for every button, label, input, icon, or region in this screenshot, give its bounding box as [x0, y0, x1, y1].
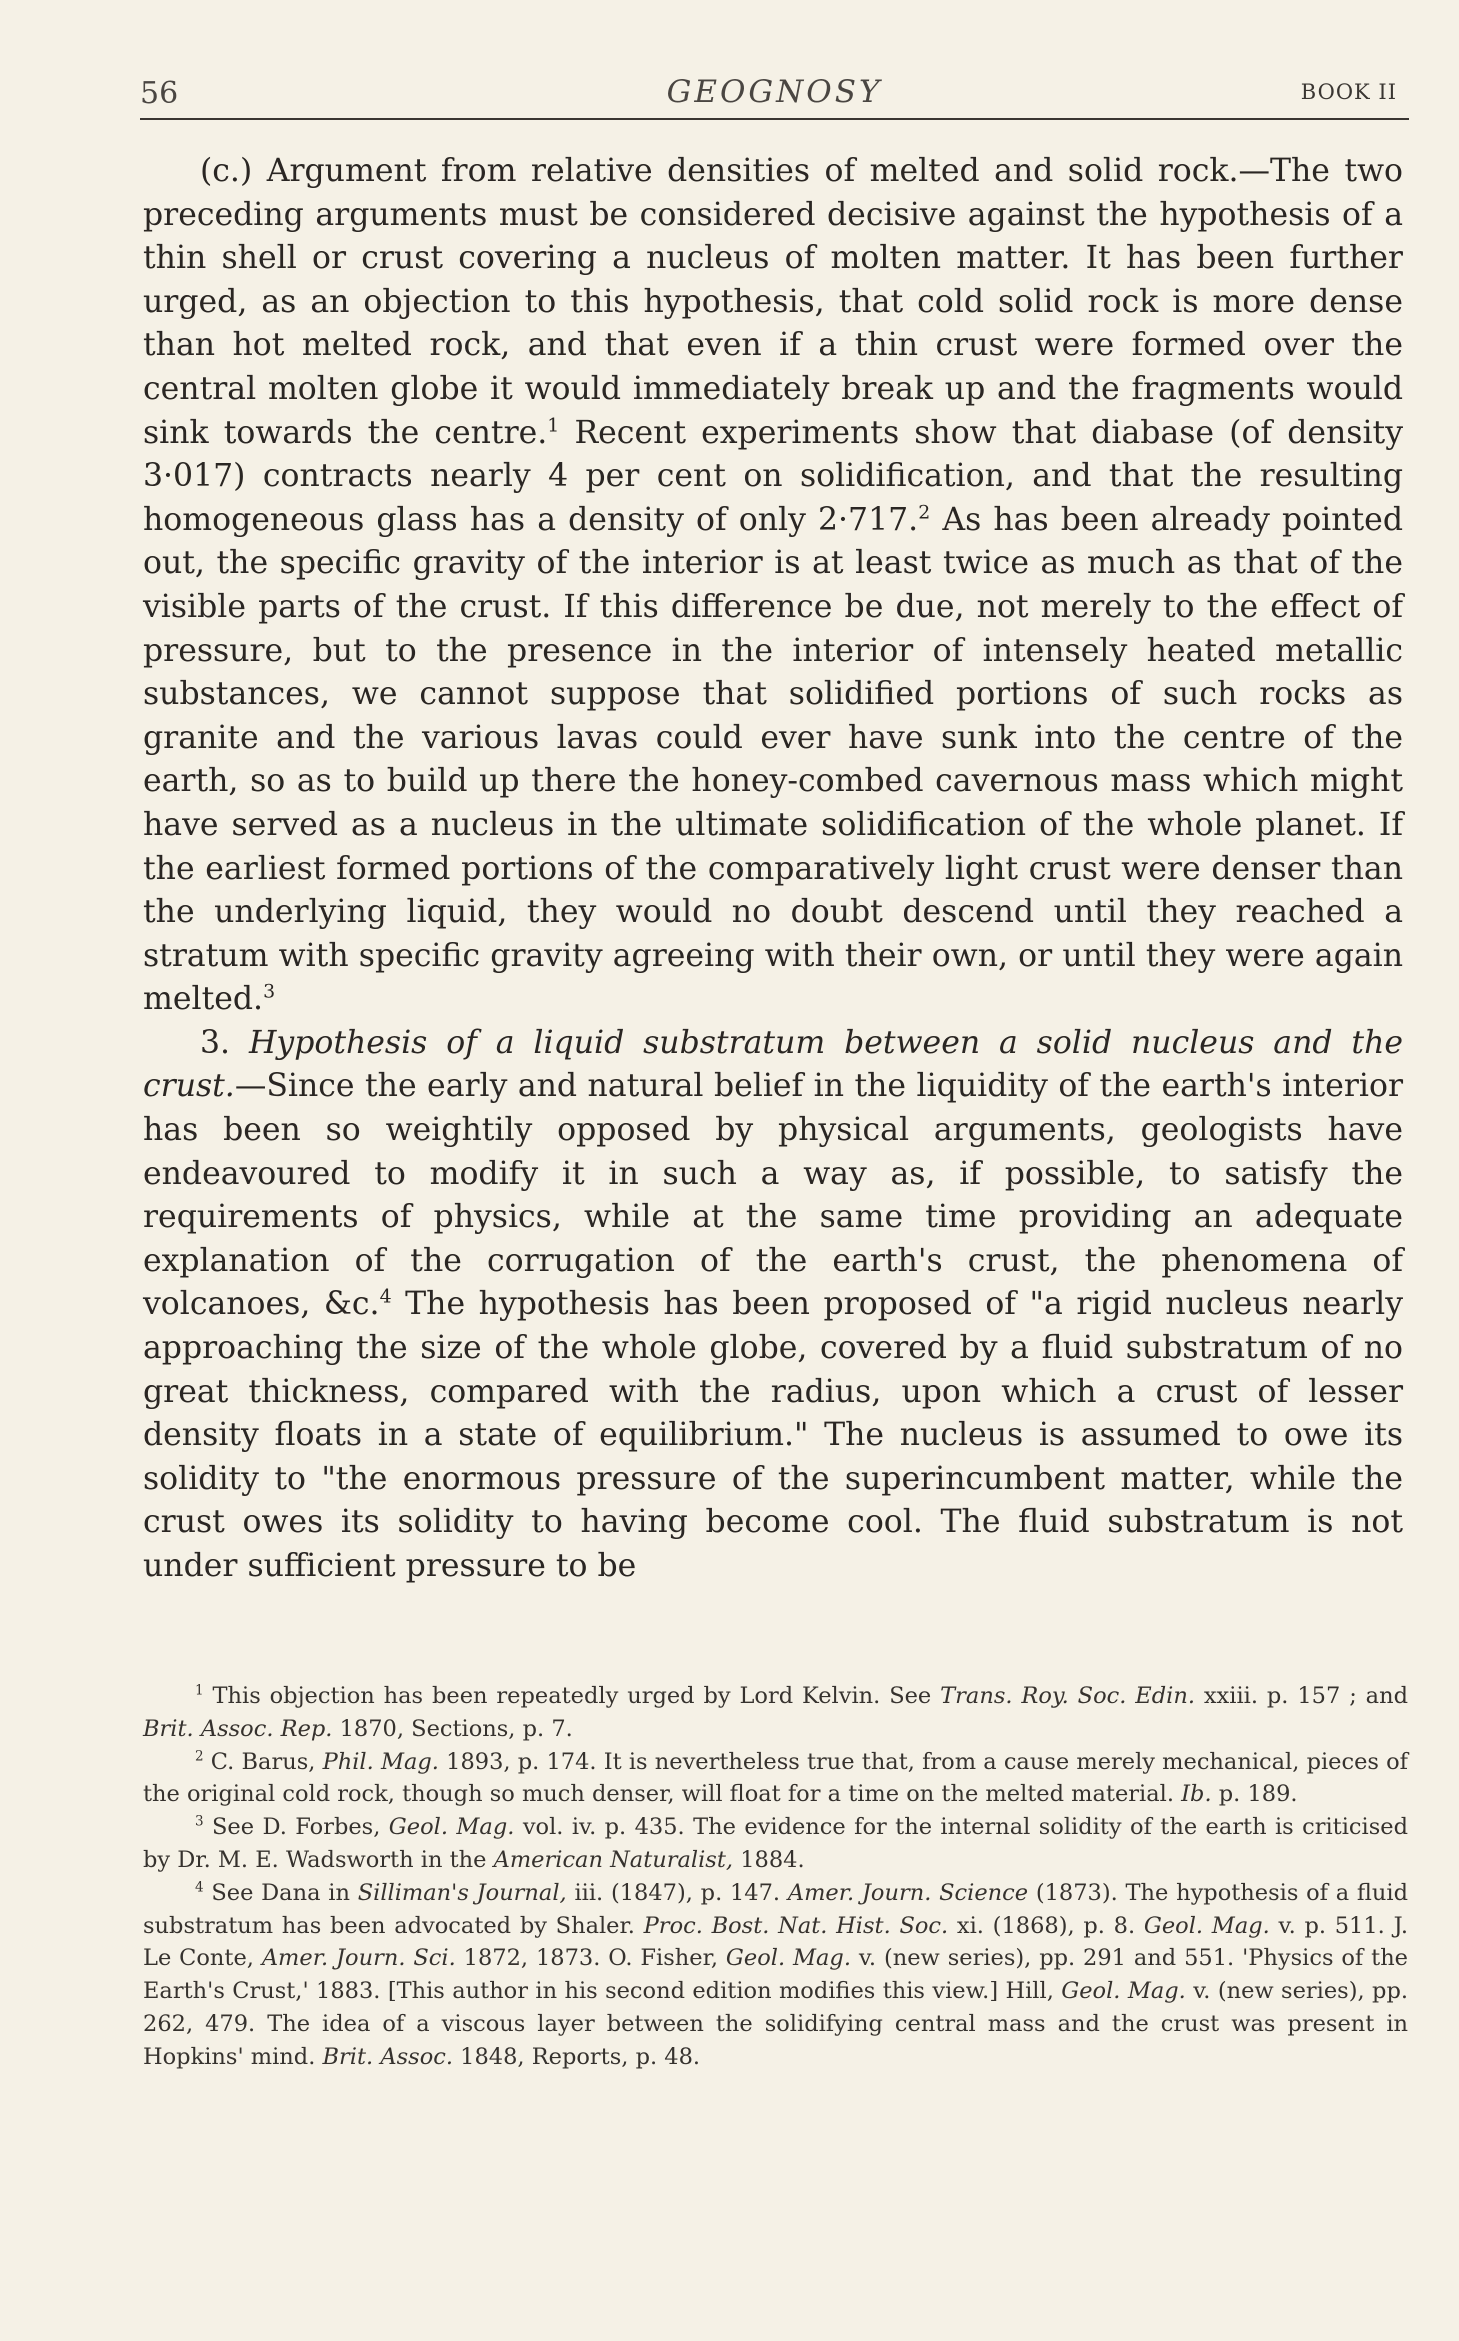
footnote-ref-4: 4 [379, 1285, 392, 1308]
page-number: 56 [140, 76, 179, 111]
section-heading: Hypothesis of a liquid substratum between a solid nucleus and the crust. [143, 1024, 1403, 1105]
footnote-ref-2: 2 [918, 501, 931, 524]
footnote-3: $^3$ See D. Forbes, Geol. Mag. vol. iv. p. 435. The evidence for the internal solidity of the earth is criticised by Dr. M. E. Wadsworth in the American Naturalist, 1884. [143, 1813, 1408, 1873]
main-text [143, 150, 1403, 1589]
footnote-1: $^1$ This objection has been repeatedly urged by Lord Kelvin. See Trans. Roy. Soc. Edin. xxiii. p. 157 ; and Brit. Assoc. Rep. 1870, Sections, p. 7. [143, 1682, 1408, 1742]
book-label: BOOK II [1300, 80, 1397, 104]
paragraph-argument-densities: (c.) Argument from relative densities of melted and solid rock.—The two preceding arguments must be considered decisive against the hypothesis of a thin shell or crust covering a nucleus of molten matter. It has been further urged, as an objection to this hypothesis, that cold solid rock is more dense than hot melted rock, and that even if a thin crust were formed over the central molten globe it would immediately break up and the fragments would sink towards the centre.$^1$ Recent experiments show that diabase (of density 3·017) contracts nearly 4 per cent on solidification, and that the resulting homogeneous glass has a density of only 2·717.$^2$ As has been already pointed out, the specific gravity of the interior is at least twice as much as that of the visible parts of the crust. If this difference be due, not merely to the effect of pressure, but to the presence in the interior of intensely heated metallic substances, we cannot suppose that solidified portions of such rocks as granite and the various lavas could ever have sunk into the centre of the earth, so as to build up there the honey-combed cavernous mass which might have served as a nucleus in the ultimate solidification of the whole planet. If the earliest formed portions of the comparatively light crust were denser than the underlying liquid, they would no doubt descend until they reached a stratum with specific gravity agreeing with their own, or until they were again melted.$^3$ [143, 153, 1404, 1018]
paragraph-liquid-substratum: 3. Hypothesis of a liquid substratum between a solid nucleus and the crust.—Since the early and natural belief in the liquidity of the earth's interior has been so weightily opposed by physical arguments, geologists have endeavoured to modify it in such a way as, if possible, to satisfy the requirements of physics, while at the same time providing an adequate explanation of the corrugation of the earth's crust, the phenomena of volcanoes, &c.$^4$ The hypothesis has been proposed of "a rigid nucleus nearly approaching the size of the whole globe, covered by a fluid substratum of no great thickness, compared with the radius, upon which a crust of lesser density floats in a state of equilibrium." The nucleus is assumed to owe its solidity to "the enormous pressure of the superincumbent matter, while the crust owes its solidity to having become cool. The fluid substratum is not under sufficient pressure to be [143, 1024, 1403, 1584]
footnotes [143, 1680, 1408, 2074]
footnote-4: $^4$ See Dana in Silliman's Journal, iii. (1847), p. 147. Amer. Journ. Science (1873). The hypothesis of a fluid substratum has been advocated by Shaler. Proc. Bost. Nat. Hist. Soc. xi. (1868), p. 8. Geol. Mag. v. p. 511. J. Le Conte, Amer. Journ. Sci. 1872, 1873. O. Fisher, Geol. Mag. v. (new series), pp. 291 and 551. 'Physics of the Earth's Crust,' 1883. [This author in his second edition modifies this view.] Hill, Geol. Mag. v. (new series), pp. 262, 479. The idea of a viscous layer between the solidifying central mass and the crust was present in Hopkins' mind. Brit. Assoc. 1848, Reports, p. 48. [143, 1879, 1409, 2070]
footnote-ref-1: 1 [547, 414, 560, 437]
paragraph-label: (c.) Argument from relative densities of melted and solid rock. [200, 153, 1239, 189]
running-header [140, 66, 1409, 120]
footnote-2: $^2$ C. Barus, Phil. Mag. 1893, p. 174. It is nevertheless true that, from a cause merely mechanical, pieces of the original cold rock, though so much denser, will float for a time on the melted material. Ib. p. 189. [143, 1748, 1408, 1808]
footnote-ref-3: 3 [263, 980, 276, 1003]
running-title: GEOGNOSY [666, 74, 883, 110]
section-number: 3. [200, 1024, 249, 1061]
